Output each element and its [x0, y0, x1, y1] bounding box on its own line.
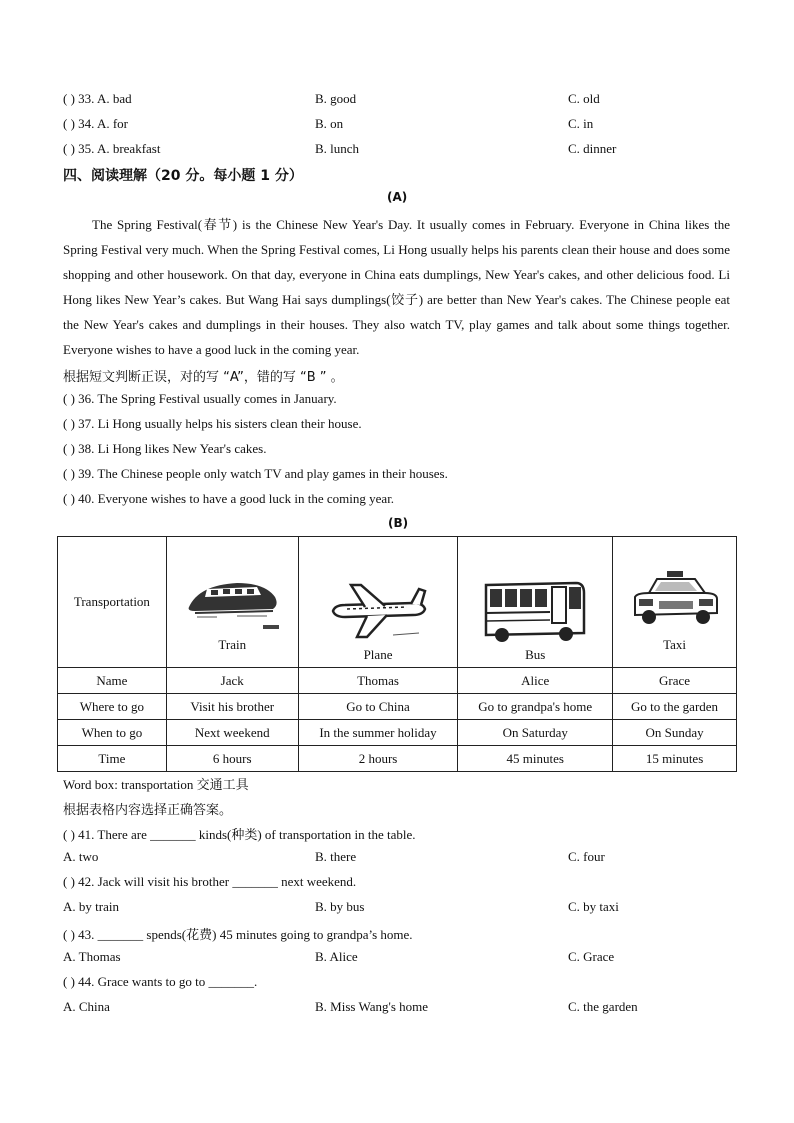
row-label: When to go: [58, 720, 167, 746]
row-label: Where to go: [58, 694, 167, 720]
question-42-stem: ( ) 42. Jack will visit his brother _______ next weekend.: [63, 874, 357, 889]
train-cell: [166, 537, 298, 668]
word-box: Word box: transportation 交通工具: [63, 777, 249, 792]
question-35-stem: ( ) 35. A. breakfast: [63, 141, 161, 156]
question-41-option-a: A. two: [63, 849, 99, 864]
question-33: [63, 91, 743, 111]
question-42-option-b: B. by bus: [315, 899, 365, 914]
question-39: ( ) 39. The Chinese people only watch TV and play games in their houses.: [63, 466, 448, 481]
table-header-row: [58, 537, 737, 668]
table-cell: Go to grandpa's home: [458, 694, 613, 720]
question-34-stem: ( ) 34. A. for: [63, 116, 128, 131]
question-44-stem: ( ) 44. Grace wants to go to _______.: [63, 974, 258, 989]
taxi-icon: [625, 567, 725, 637]
bus-cell: [458, 537, 613, 668]
table-cell: Go to the garden: [613, 694, 737, 720]
question-38: ( ) 38. Li Hong likes New Year's cakes.: [63, 441, 267, 456]
train-label: Train: [218, 637, 247, 652]
question-40: ( ) 40. Everyone wishes to have a good luck in the coming year.: [63, 491, 395, 506]
tf-instruction: 根据短文判断正误，对的写 “A”，错的写 “B ” 。: [63, 370, 344, 385]
table-cell: 2 hours: [298, 746, 458, 772]
question-44-option-b: B. Miss Wang's home: [315, 999, 429, 1014]
question-43-option-b: B. Alice: [315, 949, 358, 964]
table-cell: 6 hours: [166, 746, 298, 772]
question-43-stem: ( ) 43. _______ spends(花费) 45 minutes going to grandpa’s home.: [63, 927, 413, 942]
row-label: Name: [58, 668, 167, 694]
question-41-stem: ( ) 41. There are _______ kinds(种类) of transportation in the table.: [63, 827, 416, 842]
transportation-header-cell: [58, 537, 167, 668]
bus-icon: [480, 577, 590, 647]
question-33-stem: ( ) 33. A. bad: [63, 91, 132, 106]
table-cell: Go to China: [298, 694, 458, 720]
table-row-where: [58, 694, 737, 720]
question-35: [63, 141, 743, 161]
transportation-header-label: Transportation: [73, 594, 150, 609]
table-cell: Alice: [458, 668, 613, 694]
table-cell: Thomas: [298, 668, 458, 694]
question-41-options: [63, 849, 743, 869]
transportation-table: [57, 536, 737, 772]
table-cell: Jack: [166, 668, 298, 694]
question-44-option-c: C. the garden: [568, 999, 638, 1014]
plane-label: Plane: [363, 647, 393, 662]
taxi-cell: [613, 537, 737, 668]
question-33-option-b: B. good: [315, 91, 357, 106]
table-row-name: [58, 668, 737, 694]
passage-a-label: (A): [387, 190, 408, 204]
table-cell: Next weekend: [166, 720, 298, 746]
question-43-option-c: C. Grace: [568, 949, 615, 964]
question-35-option-b: B. lunch: [315, 141, 360, 156]
question-36: ( ) 36. The Spring Festival usually comes in January.: [63, 391, 337, 406]
table-cell: On Saturday: [458, 720, 613, 746]
taxi-label: Taxi: [663, 637, 687, 652]
table-cell: Visit his brother: [166, 694, 298, 720]
table-cell: Grace: [613, 668, 737, 694]
plane-icon: [323, 577, 433, 647]
question-33-option-c: C. old: [568, 91, 600, 106]
section-4-title: 四、阅读理解（20 分。每小题 1 分）: [63, 168, 303, 184]
passage-a-text: The Spring Festival(春节) is the Chinese New Year's Day. It usually comes in February. Everyone in China likes the Spring Festival very much. When the Spring Festival comes, Li Hong usually helps his parents clean their house and does some shopping and other housework. On that day, everyone in China eats dumplings, New Year's cakes, and other delicious food. Li Hong likes New Year’s cakes. But Wang Hai says dumplings(饺子) are better than New Year's cakes. The Chinese people eat the New Year's cakes and dumplings in their houses. They also watch TV, play games and talk about some things together. Everyone wishes to have a good luck in the coming year.: [63, 217, 730, 357]
table-cell: 45 minutes: [458, 746, 613, 772]
row-label: Time: [58, 746, 167, 772]
passage-b-label: (B): [388, 516, 409, 530]
question-43-option-a: A. Thomas: [63, 949, 121, 964]
train-icon: [177, 567, 287, 637]
table-instruction: 根据表格内容选择正确答案。: [63, 803, 233, 818]
question-34-option-b: B. on: [315, 116, 344, 131]
question-37: ( ) 37. Li Hong usually helps his sisters clean their house.: [63, 416, 362, 431]
table-cell: On Sunday: [613, 720, 737, 746]
table-row-when: [58, 720, 737, 746]
table-cell: In the summer holiday: [298, 720, 458, 746]
question-41-option-b: B. there: [315, 849, 357, 864]
plane-cell: [298, 537, 458, 668]
table-cell: 15 minutes: [613, 746, 737, 772]
question-34-option-c: C. in: [568, 116, 594, 131]
passage-a: [63, 212, 730, 362]
bus-label: Bus: [525, 647, 546, 662]
table-row-time: [58, 746, 737, 772]
question-42-options: [63, 899, 743, 919]
question-41-option-c: C. four: [568, 849, 605, 864]
question-44-option-a: A. China: [63, 999, 110, 1014]
question-42-option-c: C. by taxi: [568, 899, 619, 914]
question-34: [63, 116, 743, 136]
question-43-options: [63, 949, 743, 969]
question-42-option-a: A. by train: [63, 899, 119, 914]
question-44-options: [63, 999, 743, 1019]
question-35-option-c: C. dinner: [568, 141, 617, 156]
